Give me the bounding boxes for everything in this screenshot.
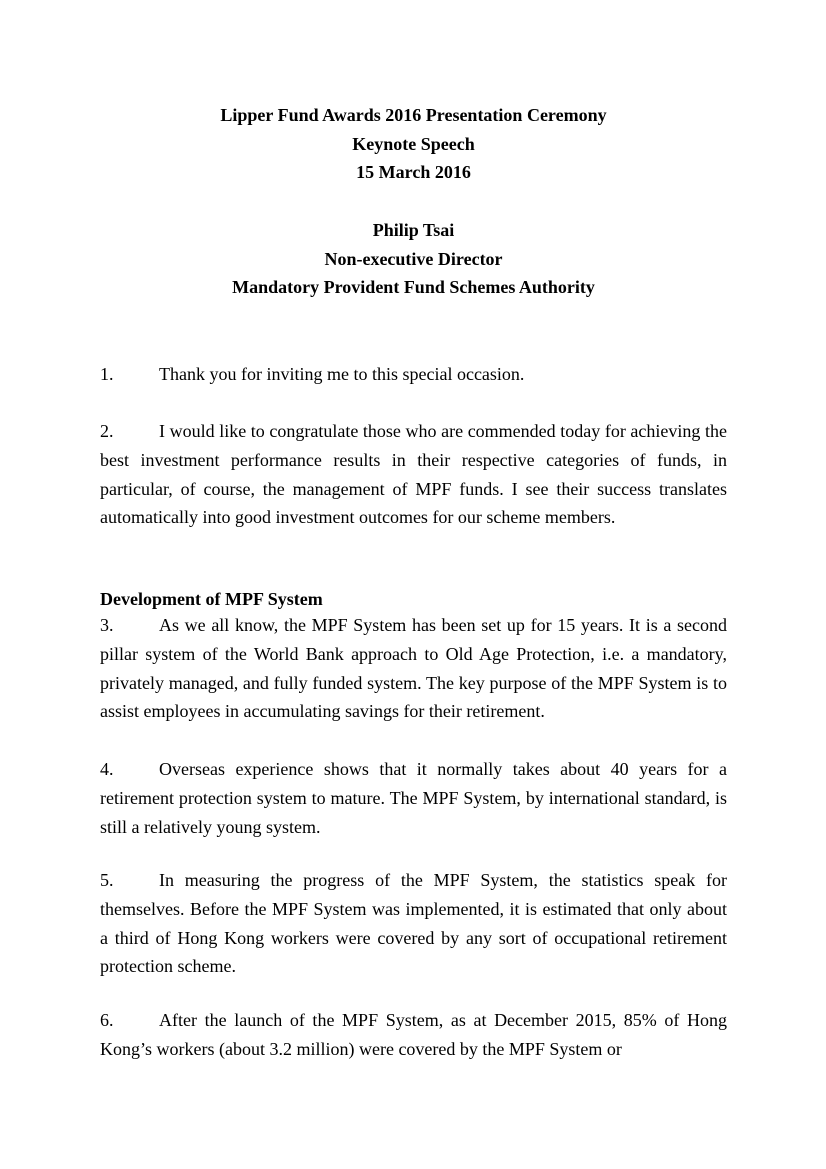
event-title: Lipper Fund Awards 2016 Presentation Ceremony xyxy=(220,105,607,125)
paragraph-2 xyxy=(100,417,727,532)
paragraph-number: 1. xyxy=(100,364,114,384)
speech-type: Keynote Speech xyxy=(352,133,475,154)
paragraph-text: Overseas experience shows that it normally takes about 40 years for a retirement protection system to mature. The MPF System, by international standard, is still a relatively young system. xyxy=(100,759,727,837)
paragraph-text: After the launch of the MPF System, as at December 2015, 85% of Hong Kong’s workers (about 3.2 million) were covered by the MPF System or xyxy=(100,1010,727,1059)
section-heading: Development of MPF System xyxy=(100,589,323,609)
paragraph-text: In measuring the progress of the MPF System, the statistics speak for themselves. Before the MPF System was implemented, it is estimated that only about a third of Hong Kong workers were covered by any sort of occupational retirement protection scheme. xyxy=(100,870,727,977)
paragraph-4 xyxy=(100,755,727,841)
paragraph-number: 3. xyxy=(100,615,114,635)
paragraph-number: 6. xyxy=(100,1010,114,1030)
speaker-organization: Mandatory Provident Fund Schemes Authority xyxy=(232,277,595,297)
event-header xyxy=(100,101,727,187)
paragraph-1 xyxy=(100,360,727,389)
paragraph-text: Thank you for inviting me to this special occasion. xyxy=(159,364,525,384)
speaker-role: Non-executive Director xyxy=(324,248,503,269)
paragraph-number: 2. xyxy=(100,421,114,441)
speaker-name: Philip Tsai xyxy=(372,220,455,240)
paragraph-text: I would like to congratulate those who are commended today for achieving the best investment performance results in their respective categories of funds, in particular, of course, the management of MPF funds. I see their success translates automatically into good investment outcomes for our scheme members. xyxy=(100,421,727,528)
paragraph-3 xyxy=(100,611,727,726)
speaker-header xyxy=(100,216,727,302)
paragraph-5 xyxy=(100,866,727,981)
paragraph-text: As we all know, the MPF System has been set up for 15 years. It is a second pillar system of the World Bank approach to Old Age Protection, i.e. a mandatory, privately managed, and fully funded system. The key purpose of the MPF System is to assist employees in accumulating savings for their retirement. xyxy=(100,615,727,722)
paragraph-6 xyxy=(100,1006,727,1064)
paragraph-number: 4. xyxy=(100,759,114,779)
paragraph-number: 5. xyxy=(100,870,114,890)
speech-date: 15 March 2016 xyxy=(356,162,471,182)
